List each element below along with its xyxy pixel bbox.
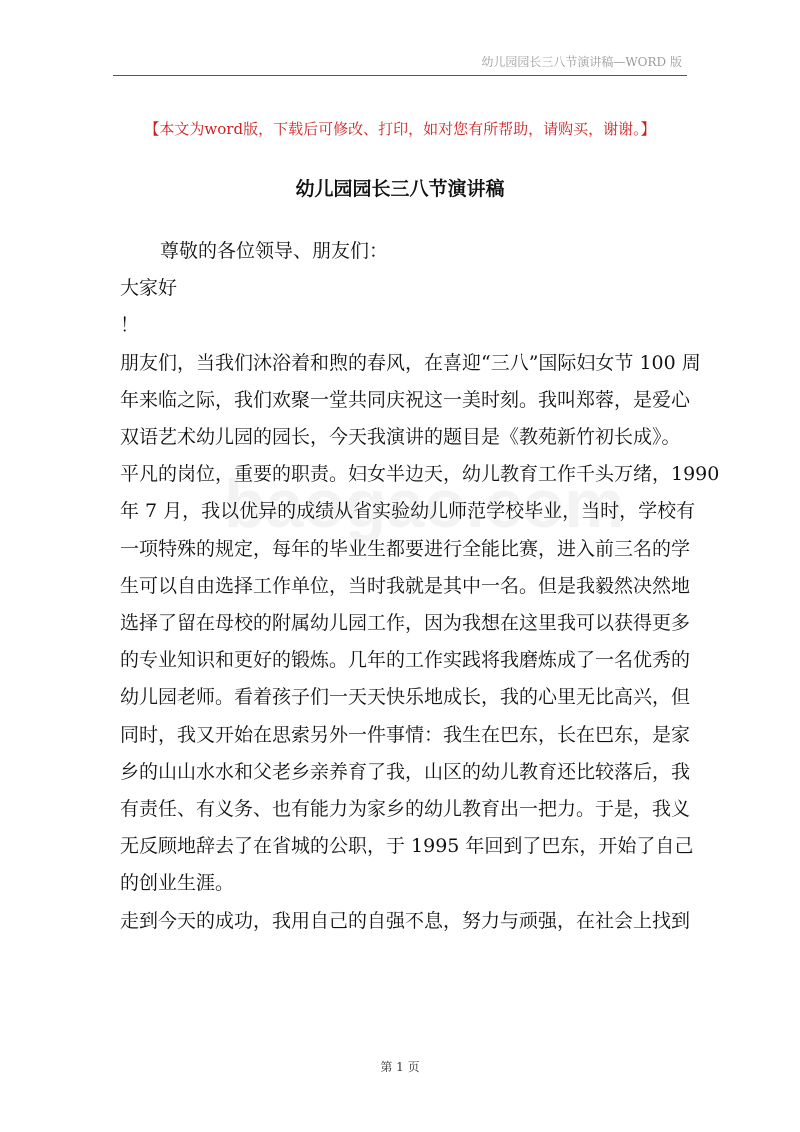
body-line: 有责任、有义务、也有能力为家乡的幼儿教育出一把力。于是，我义 [120, 798, 691, 821]
running-header: 幼儿园园长三八节演讲稿—WORD 版 [481, 55, 682, 69]
body-line: 幼儿园老师。看着孩子们一天天快乐地成长，我的心里无比高兴，但 [120, 686, 691, 709]
body-line: 乡的山山水水和父老乡亲养育了我，山区的幼儿教育还比较落后，我 [120, 760, 691, 783]
body-line: 无反顾地辞去了在省城的公职，于 1995 年回到了巴东，开始了自己 [120, 835, 694, 858]
body-line: 双语艺术幼儿园的园长，今天我演讲的题目是《教苑新竹初长成》。 [120, 426, 681, 449]
body-line: 同时，我又开始在思索另外一件事情：我生在巴东，长在巴东，是家 [120, 723, 691, 746]
purchase-notice: 【本文为word版，下载后可修改、打印，如对您有所帮助，请购买，谢谢。】 [144, 120, 656, 138]
body-line: 年来临之际，我们欢聚一堂共同庆祝这一美时刻。我叫郑蓉，是爱心 [120, 388, 691, 411]
document-title: 幼儿园园长三八节演讲稿 [295, 178, 505, 200]
body-line: 的创业生涯。 [120, 872, 235, 895]
body-line: 走到今天的成功，我用自己的自强不息，努力与顽强，在社会上找到 [120, 909, 691, 932]
body-line: 生可以自由选择工作单位，当时我就是其中一名。但是我毅然决然地 [120, 574, 691, 597]
document-body [120, 233, 720, 940]
body-line: 年 7 月，我以优异的成绩从省实验幼儿师范学校毕业，当时，学校有 [120, 500, 696, 523]
greeting-punctuation: ！ [120, 314, 140, 337]
body-line: 平凡的岗位，重要的职责。妇女半边天，幼儿教育工作千头万绪，1990 [120, 463, 720, 486]
page-number: 第 1 页 [380, 1060, 420, 1074]
body-line: 的专业知识和更好的锻炼。几年的工作实践将我磨炼成了一名优秀的 [120, 649, 691, 672]
body-line: 选择了留在母校的附属幼儿园工作，因为我想在这里我可以获得更多 [120, 612, 691, 635]
header-divider [113, 75, 687, 76]
body-line: 一项特殊的规定，每年的毕业生都要进行全能比赛，进入前三名的学 [120, 537, 691, 560]
salutation: 尊敬的各位领导、朋友们： [160, 240, 389, 262]
greeting: 大家好 [120, 277, 178, 300]
body-line: 朋友们，当我们沐浴着和煦的春风，在喜迎“三八”国际妇女节 100 周 [120, 351, 701, 374]
